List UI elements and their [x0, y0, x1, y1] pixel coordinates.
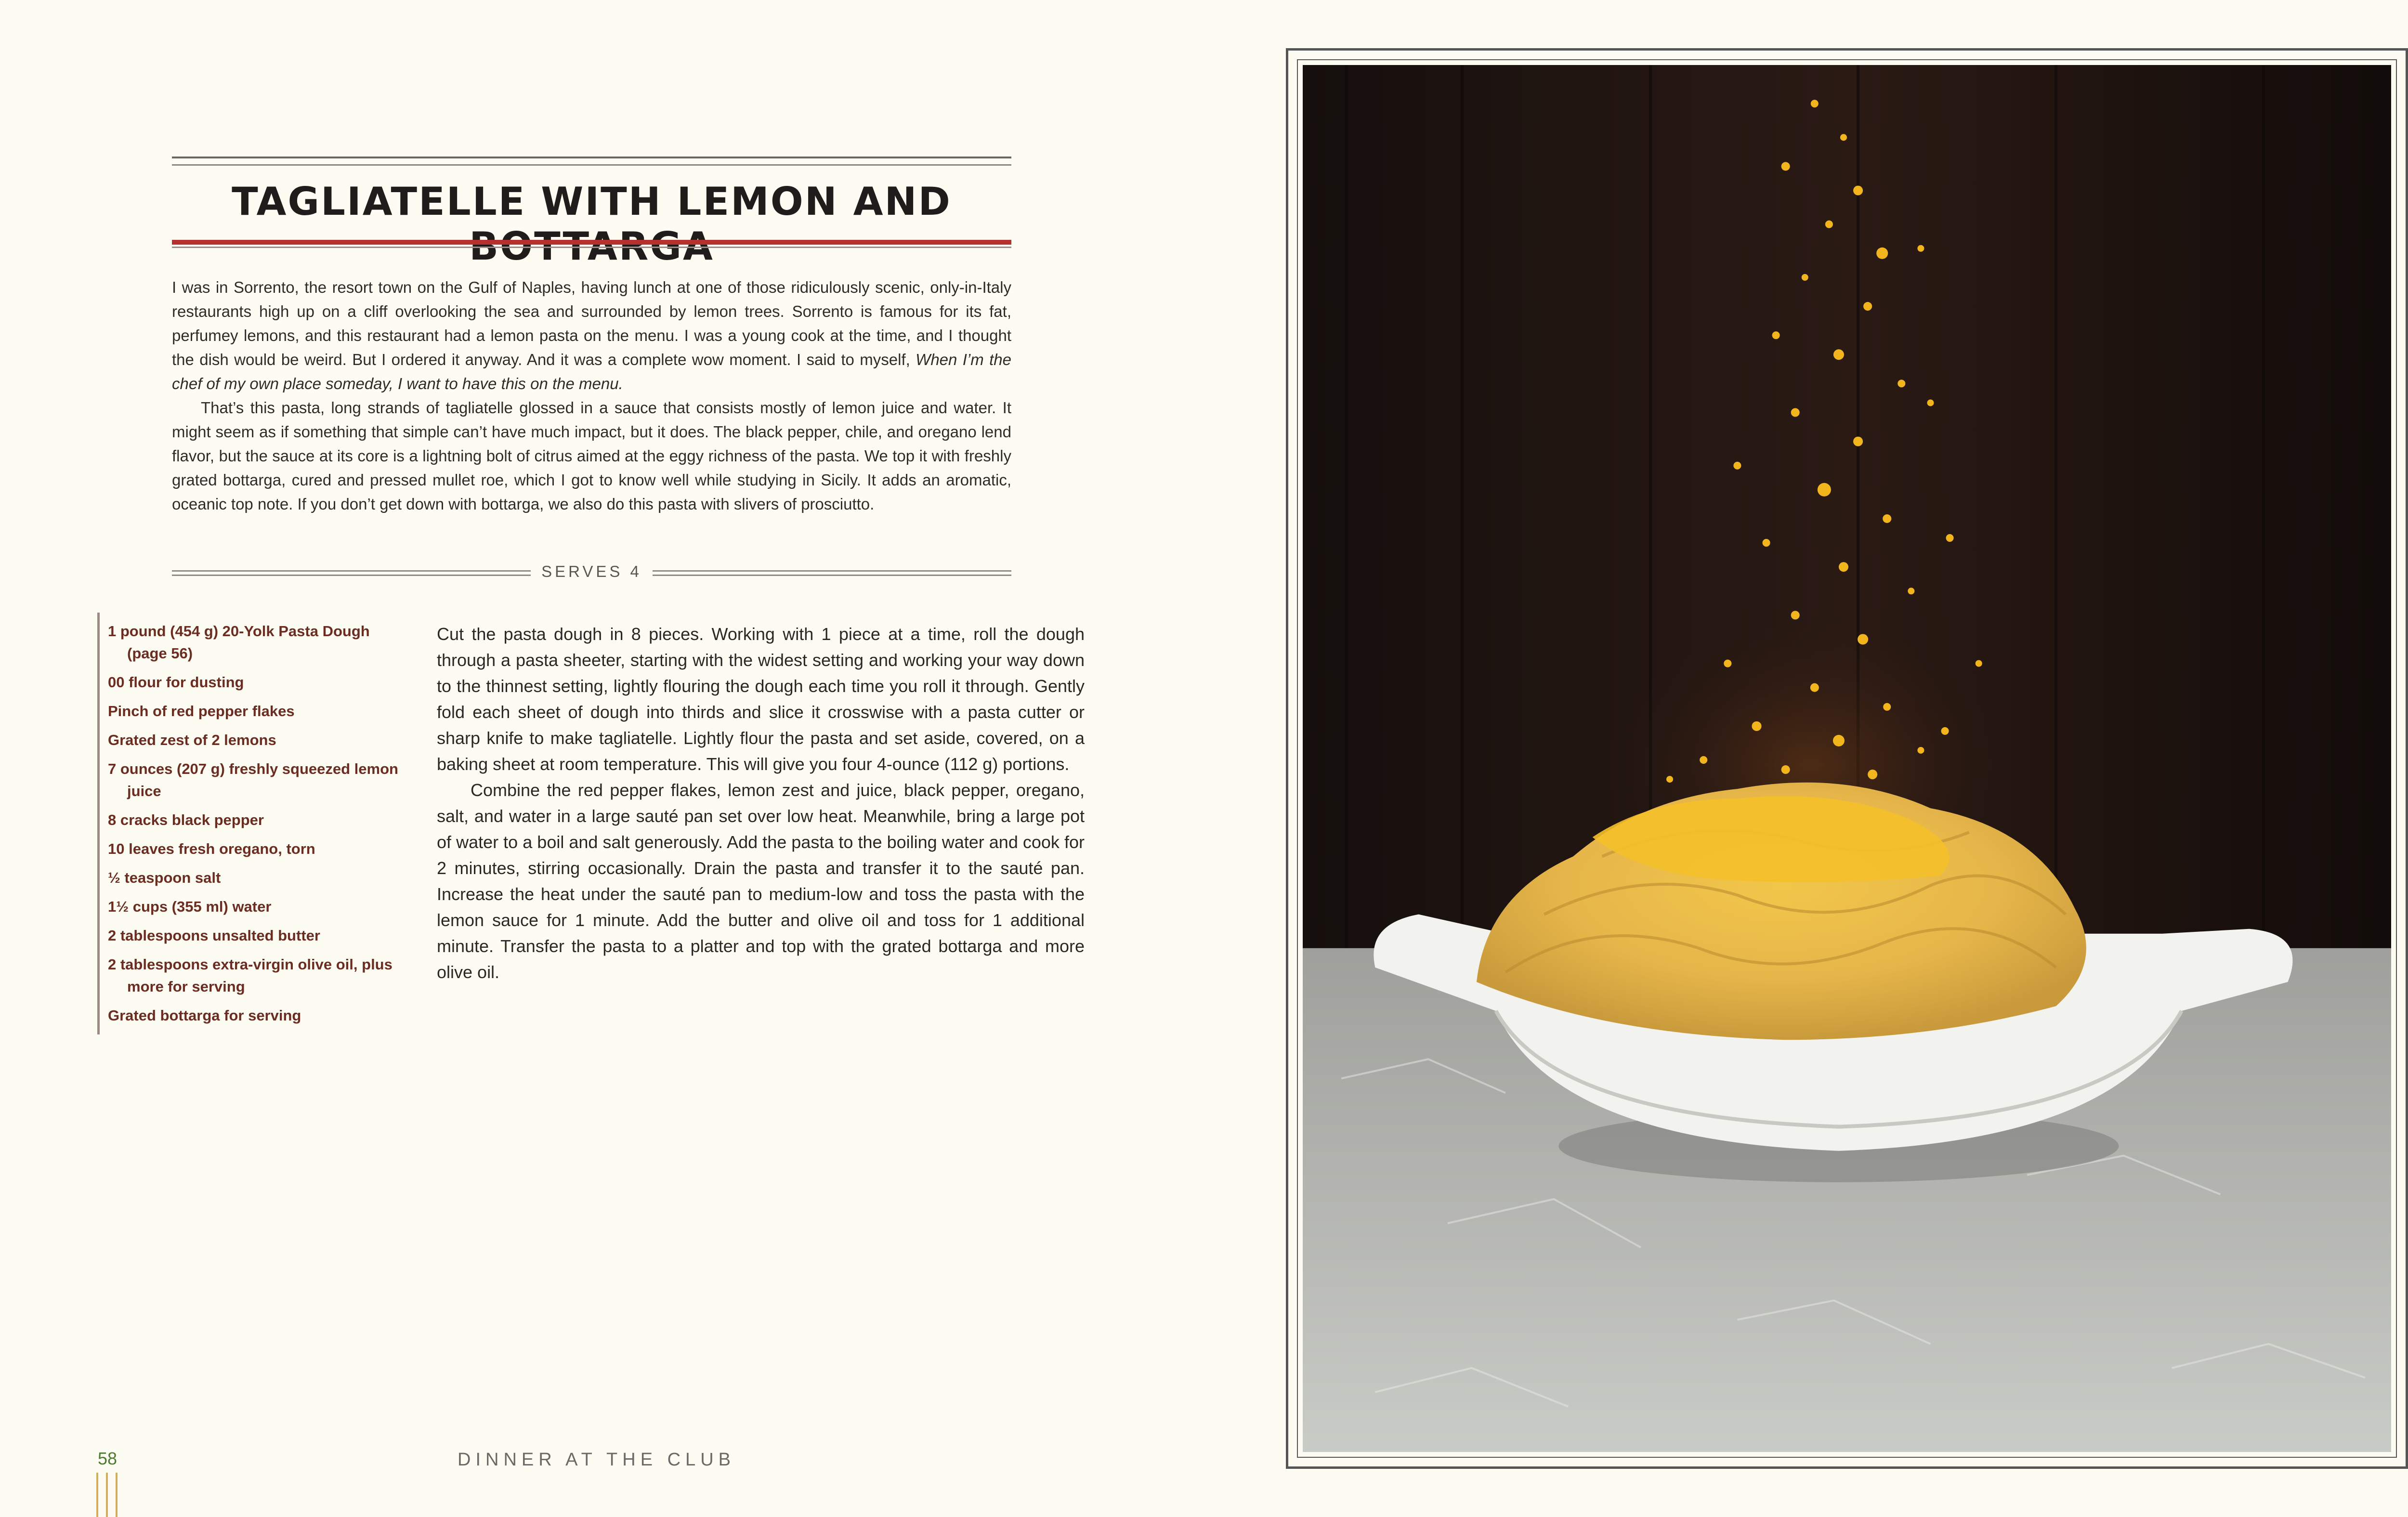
ingredient-item: 2 tablespoons unsalted butter — [108, 927, 320, 944]
ingredient-item: 10 leaves fresh oregano, torn — [108, 840, 315, 857]
photo-frame — [1286, 48, 2408, 1469]
ingredient-item: Grated zest of 2 lemons — [108, 732, 276, 748]
photo-inner-border — [1297, 59, 2397, 1458]
ingredients-bar — [97, 613, 100, 1034]
ingredient-item: 7 ounces (207 g) freshly squeezed lemon juice — [108, 760, 398, 799]
ingredient-item: 2 tablespoons extra-virgin olive oil, plus more for serving — [108, 956, 393, 995]
recipe-intro — [172, 275, 1011, 516]
ingredients-list — [108, 620, 406, 1033]
ingredient-item: Pinch of red pepper flakes — [108, 703, 295, 719]
method-paragraph-1: Cut the pasta dough in 8 pieces. Working with 1 piece at a time, roll the dough through a pasta sheeter, starting with the widest setting and working your way down to the thinnest setting, lightly flouring the dough each time you roll it through. Gently fold each sheet of dough into thirds and slice it crosswise with a pasta cutter or sharp knife to make tagliatelle. Lightly flour the pasta and set aside, covered, on a baking sheet at room temperature. This will give you four 4-ounce (112 g) portions. — [437, 624, 1085, 774]
pasta-photo-image — [1303, 65, 2391, 1452]
recipe-method — [437, 621, 1085, 985]
ingredient-item: 00 flour for dusting — [108, 674, 244, 691]
intro-italic-quote: When I’m the chef of my own place someday, I want to have this on the menu. — [172, 351, 1011, 392]
folio-bar — [96, 1473, 98, 1517]
ingredient-item: 1 pound (454 g) 20-Yolk Pasta Dough (page 56) — [108, 623, 370, 662]
folio-bar — [116, 1473, 118, 1517]
title-rule-top — [172, 157, 1011, 158]
intro-paragraph-1: I was in Sorrento, the resort town on the Gulf of Naples, having lunch at one of those ridiculously scenic, only-in-Italy restaurants high up on a cliff overlooking the sea and surrounded by lemon trees. Sorrento is famous for its fat, perfumey lemons, and this restaurant had a lemon pasta on the menu. I was a young cook at the time, and I thought the dish would be weird. But I ordered it anyway. And it was a complete wow moment. I said to myself, When I’m the chef of my own place someday, I want to have this on the menu. — [172, 278, 1011, 392]
pasta-photo — [1303, 65, 2391, 1452]
running-head: DINNER AT THE CLUB — [458, 1450, 735, 1470]
serves-rule-right — [653, 570, 1011, 576]
serves-divider — [172, 562, 1011, 584]
page-number: 58 — [98, 1449, 118, 1468]
right-page — [1228, 0, 2408, 1517]
title-rule-top-thin — [172, 164, 1011, 166]
recipe-title: TAGLIATELLE WITH LEMON AND — [232, 179, 952, 224]
intro-paragraph-2: That’s this pasta, long strands of tagliatelle glossed in a sauce that consists mostly of lemon juice and water. It might seem as if something that simple can’t have much impact, but it does. The black pepper, chile, and oregano lend flavor, but the sauce at its core is a lightning bolt of citrus aimed at the eggy richness of the pasta. We top it with freshly grated bottarga, cured and pressed mullet roe, which I got to know well while studying in Sicily. It adds an aromatic, oceanic top note. If you don’t get down with bottarga, we also do this pasta with slivers of prosciutto. — [172, 399, 1011, 513]
method-paragraph-2: Combine the red pepper flakes, lemon zest and juice, black pepper, oregano, salt, and water in a large sauté pan set over low heat. Meanwhile, bring a large pot of water to a boil and salt generously. Add the pasta to the boiling water and cook for 2 minutes, stirring occasionally. Drain the pasta and transfer it to the sauté pan. Increase the heat under the sauté pan to medium-low and toss the pasta with the lemon sauce for 1 minute. Add the butter and olive oil and toss for 1 additional minute. Transfer the pasta to a platter and top with the grated bottarga and more olive oil. — [437, 780, 1085, 982]
ingredient-item: 8 cracks black pepper — [108, 811, 264, 828]
folio-bar — [106, 1473, 108, 1517]
title-rule-bottom-thin — [172, 247, 1011, 248]
serves-label: SERVES 4 — [541, 562, 642, 580]
title-rule-red — [172, 240, 1011, 245]
folio-bars — [96, 1473, 125, 1517]
ingredient-item: ½ teaspoon salt — [108, 869, 221, 886]
ingredient-item: Grated bottarga for serving — [108, 1007, 301, 1024]
ingredient-item: 1½ cups (355 ml) water — [108, 898, 272, 915]
